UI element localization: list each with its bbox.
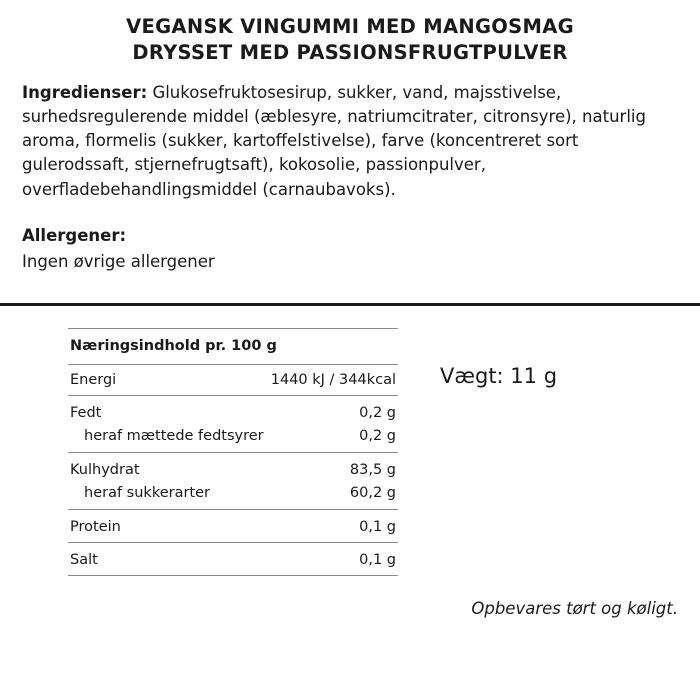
table-row [68,428,398,453]
allergens-heading: Allergener: [22,225,127,245]
allergens-block [22,224,678,273]
nutrition-value: 0,1 g [268,510,398,543]
nutrition-table-bottom-rule [68,576,398,577]
ingredients-text: Glukosefruktosesirup, sukker, vand, majsstivelse, surhedsregulerende middel (æblesyre, natriumcitrater, citronsyre), naturlig aroma, flormelis (sukker, kartoffelstivelse), farve (koncentreret sort gulerodssaft, stjernefrugtsaft), kokosolie, passionpulver, overfladebehandlingsmiddel (carnaubavoks). [22,82,646,199]
nutrition-label: Kulhydrat [68,453,268,486]
nutrition-label: Energi [68,365,268,396]
table-row [68,396,398,429]
label-top-section [0,0,700,273]
weight-text: Vægt: 11 g [440,364,558,388]
table-row [68,365,398,396]
nutrition-table-body [68,329,398,577]
nutrition-label: Protein [68,510,268,543]
nutrition-value: 0,2 g [359,428,396,444]
nutrition-label: heraf mættede fedtsyrer [84,428,264,444]
table-row [68,485,398,510]
ingredients-paragraph [22,81,678,202]
nutrition-value: 0,2 g [268,396,398,429]
nutrition-table-header-row [68,329,398,365]
nutrition-table-wrapper [68,328,398,700]
nutrition-heading: Næringsindhold pr. 100 g [68,329,398,365]
nutrition-table [68,328,398,576]
storage-instructions: Opbevares tørt og køligt. [471,599,678,618]
nutrition-label: Fedt [68,396,268,429]
product-title-line-2: DRYSSET MED PASSIONSFRUGTPULVER [132,41,568,65]
nutrition-label: heraf sukkerarter [84,485,210,501]
nutrition-label: Salt [68,543,268,576]
product-title-line-1: VEGANSK VINGUMMI MED MANGOSMAG [126,15,574,38]
nutrition-value: 60,2 g [349,485,396,501]
label-bottom-section [0,306,700,700]
nutrition-value: 83,5 g [268,453,398,486]
allergens-text: Ingen øvrige allergener [22,251,215,271]
ingredients-heading: Ingredienser: [22,82,148,102]
table-row [68,453,398,486]
nutrition-value: 0,1 g [268,543,398,576]
page-title [22,14,678,67]
table-row [68,510,398,543]
label-side-column [398,320,678,700]
table-row [68,543,398,576]
nutrition-value: 1440 kJ / 344kcal [268,365,398,396]
